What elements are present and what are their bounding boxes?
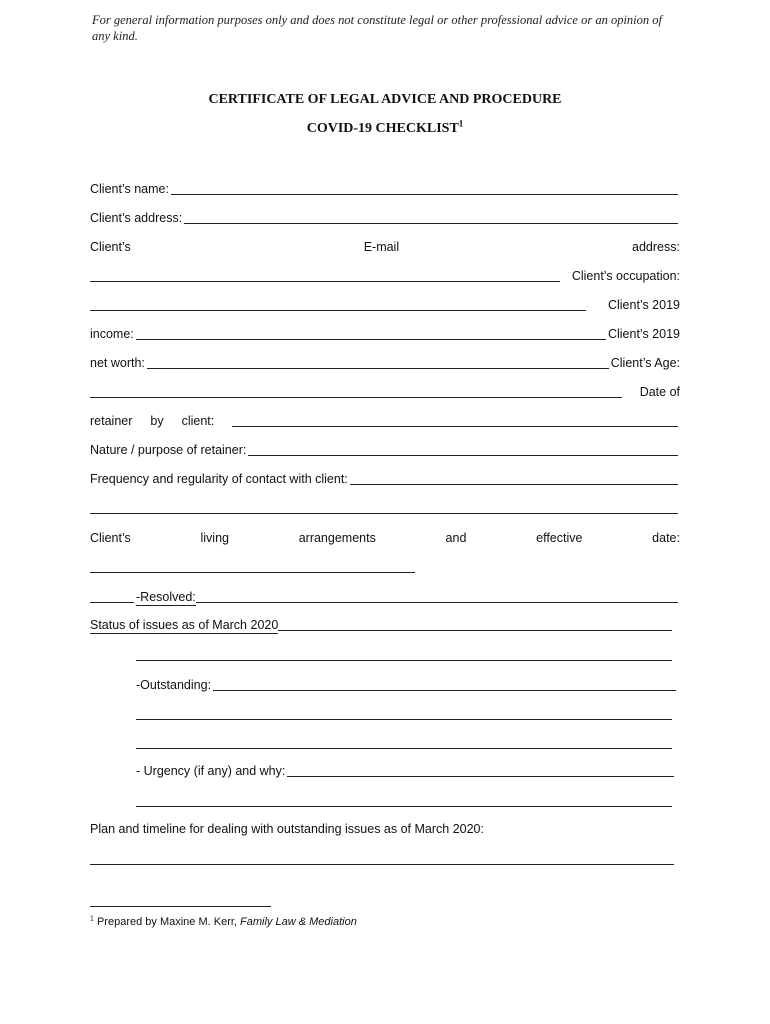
clients-address-row — [90, 209, 680, 227]
frequency-row — [90, 470, 680, 488]
email-word: E-mail — [363, 240, 400, 254]
status-label: Status of issues as of March 2020 — [90, 618, 279, 632]
disclaimer-text: For general information purposes only and does not constitute legal or other professional advice or an opinion of any kind. — [92, 13, 662, 43]
plan-field-row — [90, 850, 676, 868]
retainer-word: retainer — [90, 414, 133, 428]
retainer-word: by — [150, 414, 164, 428]
living-word: arrangements — [298, 531, 376, 545]
document-title: CERTIFICATE OF LEGAL ADVICE AND PROCEDURE — [208, 92, 562, 107]
resolved-label: -Resolved: — [136, 590, 196, 604]
urgency-row — [136, 762, 676, 780]
clients-name-field[interactable] — [171, 194, 678, 195]
footnote-separator — [90, 906, 271, 907]
income-lead-row — [90, 296, 680, 314]
status-continuation-field[interactable] — [136, 660, 672, 661]
income-field[interactable] — [136, 339, 606, 340]
age-field[interactable] — [90, 397, 622, 398]
living-word: effective — [536, 531, 583, 545]
nature-field[interactable] — [248, 455, 678, 456]
email-address-field[interactable] — [90, 281, 560, 282]
retainer-row — [90, 412, 680, 430]
net-worth-lead-label: Client’s 2019 — [607, 327, 680, 341]
living-arrangements-field-row — [90, 558, 680, 576]
footnote-reference-mark: 1 — [458, 118, 464, 129]
urgency-continuation-row — [136, 792, 674, 810]
date-of-label: Date of — [639, 385, 680, 399]
urgency-continuation-field[interactable] — [136, 806, 672, 807]
document-subtitle — [0, 118, 770, 137]
date-of-row — [90, 383, 680, 401]
living-word: living — [200, 531, 229, 545]
net-worth-label: net worth: — [90, 356, 145, 370]
outstanding-row — [136, 676, 678, 694]
income-lead-label: Client’s 2019 — [607, 298, 680, 312]
nature-row — [90, 441, 680, 459]
outstanding-continuation-field[interactable] — [136, 719, 672, 720]
frequency-continuation-field[interactable] — [90, 513, 678, 514]
living-arrangements-field[interactable] — [90, 572, 415, 573]
retainer-word: client: — [181, 414, 215, 428]
status-continuation-row — [136, 646, 674, 664]
frequency-label: Frequency and regularity of contact with client: — [90, 472, 348, 486]
resolved-prefix-line — [90, 602, 134, 603]
email-word: address: — [632, 240, 680, 254]
retainer-date-field[interactable] — [232, 426, 678, 427]
outstanding-field[interactable] — [213, 690, 676, 691]
living-word: and — [445, 531, 467, 545]
living-arrangements-row — [90, 529, 680, 547]
email-word: Client’s — [90, 240, 131, 254]
occupation-label: Client’s occupation: — [571, 269, 680, 283]
occupation-field[interactable] — [90, 310, 586, 311]
plan-row — [90, 820, 680, 838]
clients-name-row — [90, 180, 680, 198]
resolved-row — [90, 588, 680, 606]
outstanding-continuation-row — [136, 734, 674, 752]
occupation-row — [90, 267, 680, 285]
plan-field[interactable] — [90, 864, 674, 865]
subtitle-text: COVID-19 CHECKLIST — [306, 121, 459, 136]
plan-label: Plan and timeline for dealing with outstanding issues as of March 2020: — [90, 822, 484, 836]
clients-name-label: Client’s name: — [90, 182, 169, 196]
living-word: date: — [652, 531, 680, 545]
net-worth-field[interactable] — [147, 368, 609, 369]
frequency-field[interactable] — [350, 484, 678, 485]
email-label-row — [90, 238, 680, 256]
frequency-continuation-row — [90, 499, 680, 517]
footnote-mark: 1 — [90, 915, 94, 923]
footnote — [90, 915, 357, 929]
outstanding-continuation-field[interactable] — [136, 748, 672, 749]
urgency-field[interactable] — [287, 776, 674, 777]
clients-address-label: Client’s address: — [90, 211, 183, 225]
outstanding-continuation-row — [136, 705, 674, 723]
footnote-italic-text: Family Law & Mediation — [240, 916, 357, 928]
living-word: Client’s — [90, 531, 131, 545]
nature-label: Nature / purpose of retainer: — [90, 443, 247, 457]
urgency-label: - Urgency (if any) and why: — [136, 764, 286, 778]
income-label: income: — [90, 327, 134, 341]
resolved-field[interactable] — [196, 602, 678, 603]
status-row — [90, 616, 674, 634]
status-field[interactable] — [278, 630, 672, 631]
footnote-text: Prepared by Maxine M. Kerr, — [96, 916, 237, 928]
age-label: Client’s Age: — [610, 356, 680, 370]
clients-address-field[interactable] — [184, 223, 678, 224]
net-worth-row — [90, 354, 680, 372]
outstanding-label: -Outstanding: — [136, 678, 212, 692]
income-row — [90, 325, 680, 343]
